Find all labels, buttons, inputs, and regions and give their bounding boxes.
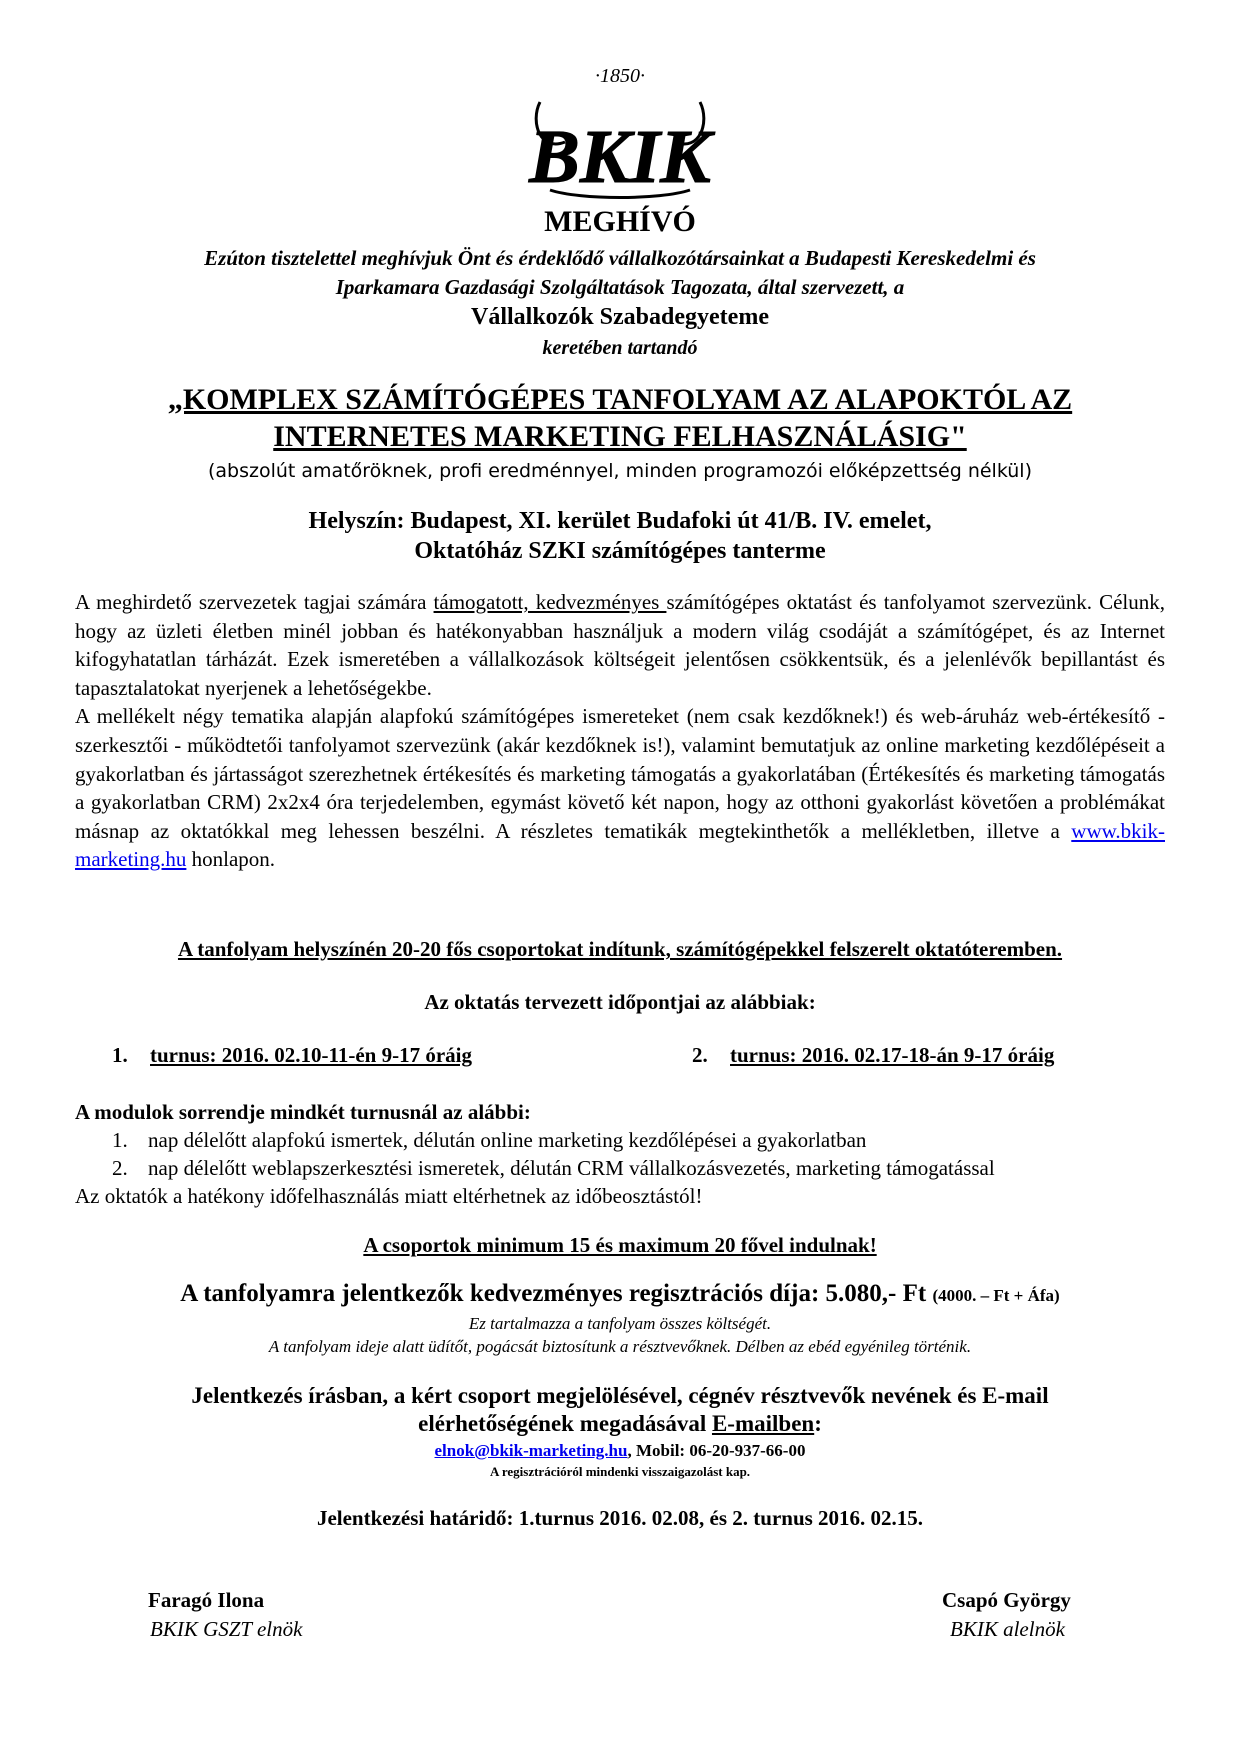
logo-letters: BKIK [529,115,711,199]
turnus-number: 1. [112,1043,128,1067]
bkik-logo [520,62,720,212]
fee-main: A tanfolyamra jelentkezők kedvezményes regisztrációs díja: 5.080,- Ft [180,1280,933,1307]
email-link[interactable]: elnok@bkik-marketing.hu [434,1441,628,1460]
modules-title: A modulok sorrendje mindkét turnusnál az alábbi: [75,1100,531,1124]
program-name: Vállalkozók Szabadegyeteme [471,304,769,330]
p2-text-b: honlapon. [186,847,276,872]
turnus-number: 2. [692,1043,708,1067]
p1-text-a: A meghirdető szervezetek tagjai számára [75,590,434,614]
paragraph-2 [75,704,1165,871]
course-subtitle: (abszolút amatőröknek, profi eredménnyel, minden programozói előképzettség nélkül) [207,460,1032,482]
signature-title-right: BKIK alelnök [950,1617,1065,1641]
group-size-note: A csoportok minimum 15 és maximum 20 fővel indulnak! [363,1233,877,1257]
application-line-2-end: : [814,1411,822,1436]
course-title-line-2: INTERNETES MARKETING FELHASZNÁLÁSIG" [273,420,967,453]
fee-breakdown: (4000. – Ft + Áfa) [932,1286,1060,1305]
location-line-1: Helyszín: Budapest, XI. kerület Budafoki út 41/B. IV. emelet, [308,508,932,534]
schedule-title: Az oktatás tervezett időpontjai az alábbiak: [424,990,816,1014]
mobile-number: , Mobil: 06-20-937-66-00 [627,1441,806,1460]
application-line-2 [0,1411,1240,1437]
module-text: nap délelőtt alapfokú ismertek, délután online marketing kezdőlépései a gyakorlatban [148,1128,867,1152]
fee-line [0,1280,1240,1308]
groups-note: A tanfolyam helyszínén 20-20 fős csoportokat indítunk, számítógépekkel felszerelt oktatóteremben. [177,937,1063,961]
fee-includes-1: Ez tartalmazza a tanfolyam összes költségét. [468,1314,772,1333]
module-text: nap délelőtt weblapszerkesztési ismeretek, délután CRM vállalkozásvezetés, marketing támogatással [148,1156,995,1180]
logo-year: ·1850· [595,65,645,87]
turnus-text: turnus: 2016. 02.17-18-án 9-17 óráig [730,1043,1055,1067]
body-text [75,588,1165,874]
module-number: 1. [112,1128,128,1152]
module-number: 2. [112,1156,128,1180]
turnus-text: turnus: 2016. 02.10-11-én 9-17 óráig [150,1043,472,1067]
turnus-2 [692,1043,1054,1068]
fee-includes-2: A tanfolyam ideje alatt üdítőt, pogácsát biztosítunk a résztvevőknek. Délben az ebéd egyénileg történik. [268,1337,972,1356]
application-email-word: E-mailben [711,1411,815,1436]
turnus-1 [112,1043,472,1068]
contact-line [0,1441,1240,1461]
invitation-title: MEGHÍVÓ [544,205,696,238]
paragraph-1 [75,590,1165,700]
intro-line-2: Iparkamara Gazdasági Szolgáltatások Tagozata, által szervezett, a [335,275,905,299]
application-line-1: Jelentkezés írásban, a kért csoport megjelölésével, cégnév résztvevők nevének és E-mail [191,1383,1049,1408]
signature-name-left: Faragó Ilona [148,1588,265,1612]
course-title-line-1: „KOMPLEX SZÁMÍTÓGÉPES TANFOLYAM AZ ALAPOKTÓL AZ [167,383,1073,416]
p2-text-a: A mellékelt négy tematika alapján alapfokú számítógépes ismereteket (nem csak kezdőknek!) és web-áruház web-értékesítő - szerkesztői - működtetői tanfolyamot szervezünk (akár kezdőknek is!), valamint bemutatjuk az online marketing kezdőlépéseit a gyakorlatban és jártasságot szerezhetnek értékesítés és marketing támogatás a gyakorlatában (Értékesítés és marketing támogatás a gyakorlatban CRM) 2x2x4 óra terjedelemben, egymást követő két napon, hogy az otthoni gyakorlást követően a problémákat másnap az oktatókkal meg lehessen beszélni. A részletes tematikák megtekinthetők a mellékletben, illetve a [75,704,1165,843]
modules-note: Az oktatók a hatékony időfelhasználás miatt eltérhetnek az időbeosztástól! [75,1184,703,1208]
application-line-2-text: elérhetőségének megadásával [418,1411,712,1436]
location-line-2: Oktatóház SZKI számítógépes tanterme [414,538,826,564]
website-link[interactable]: www.bkik-marketing.hu [75,818,1165,872]
module-item [112,1128,866,1153]
confirmation-note: A regisztrációról mindenki visszaigazolást kap. [489,1464,751,1479]
intro-line-3: keretében tartandó [542,337,698,359]
p1-underlined-text: támogatott, kedvezményes [433,590,667,614]
signature-name-right: Csapó György [942,1588,1071,1612]
intro-line-1: Ezúton tisztelettel meghívjuk Önt és érdeklődő vállalkozótársainkat a Budapesti Kereskedelmi és [204,246,1036,270]
p1-text-b: számítógépes oktatást és tanfolyamot szervezünk. Célunk, hogy az üzleti életben minél jobban és hatékonyabban használjuk a modern világ csodáját a számítógépet, és az Internet kifogyhatatlan tárházát. Ezek ismeretében a vállalkozások költségeit jelentősen csökkentsük, és a jelenlévők bepillantást és tapasztalatokat nyerjenek a lehetőségekbe. [75,590,1165,700]
module-item [112,1156,995,1181]
signature-title-left: BKIK GSZT elnök [150,1617,303,1641]
application-deadline: Jelentkezési határidő: 1.turnus 2016. 02.08, és 2. turnus 2016. 02.15. [316,1506,924,1530]
